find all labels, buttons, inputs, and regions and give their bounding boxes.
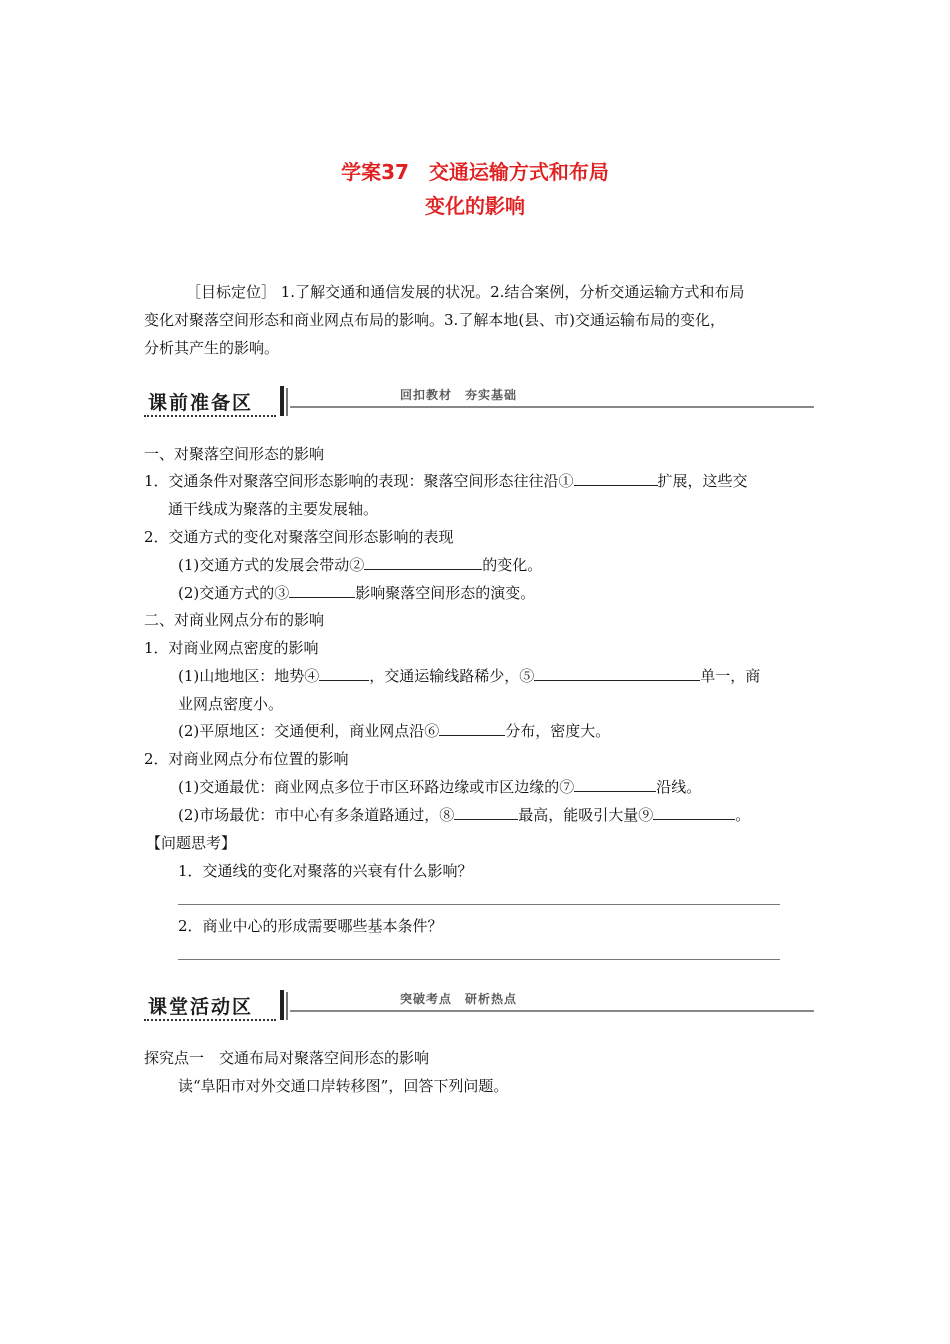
part1-sub2 (178, 579, 843, 607)
page-title: 学案37 交通运输方式和布局 (341, 160, 609, 184)
text: (2)市场最优：市中心有多条道路通过，⑧ (178, 806, 455, 824)
header-dotted-underline (144, 415, 276, 417)
question-1: 1．交通线的变化对聚落的兴衰有什么影响？ (178, 862, 473, 880)
answer-line-2[interactable] (178, 959, 780, 960)
blank-4[interactable] (319, 664, 369, 681)
header-rule (290, 1010, 814, 1012)
objective-line2: 变化对聚落空间形态和商业网点布局的影响。3.了解本地(县、市)交通运输布局的变化， (144, 311, 726, 329)
text: 沿线。 (656, 778, 702, 796)
part2-sub1 (178, 662, 843, 690)
blank-9[interactable] (653, 803, 735, 820)
questions-heading: 【问题思考】 (146, 834, 237, 852)
part1-item2: 2．交通方式的变化对聚落空间形态影响的表现 (144, 528, 454, 546)
header-divider-thin (286, 388, 288, 416)
blank-1[interactable] (574, 469, 658, 486)
text: (1)山地地区：地势④ (178, 667, 320, 685)
section-header-class (144, 988, 814, 1024)
blank-2[interactable] (364, 553, 482, 570)
header-divider (280, 990, 284, 1020)
page-title-line2: 变化的影响 (425, 194, 525, 218)
blank-3[interactable] (289, 581, 355, 598)
part1-sub1 (178, 551, 843, 579)
text: 影响聚落空间形态的演变。 (355, 584, 536, 602)
question-2: 2．商业中心的形成需要哪些基本条件？ (178, 917, 443, 935)
header-divider (280, 386, 284, 416)
text: (1)交通方式的发展会带动② (178, 556, 365, 574)
part2-sub1-cont: 业网点密度小。 (178, 695, 284, 713)
part2-item1: 1．对商业网点密度的影响 (144, 639, 319, 657)
header-dotted-underline (144, 1019, 276, 1021)
text: (2)交通方式的③ (178, 584, 290, 602)
part2-sub2 (178, 717, 843, 745)
text: 的变化。 (482, 556, 543, 574)
objective-line1: ［目标定位］ 1.了解交通和通信发展的状况。2.结合案例，分析交通运输方式和布局 (186, 283, 745, 301)
part1-item1 (144, 467, 809, 495)
section-subtitle: 突破考点 研析热点 (400, 992, 518, 1006)
part2-item2: 2．对商业网点分布位置的影响 (144, 750, 349, 768)
part2-sub4 (178, 801, 843, 829)
text: (1)交通最优：商业网点多位于市区环路边缘或市区边缘的⑦ (178, 778, 575, 796)
section-subtitle: 回扣教材 夯实基础 (400, 388, 518, 402)
text: 。 (735, 806, 751, 824)
answer-line-1[interactable] (178, 904, 780, 905)
objective-line3: 分析其产生的影响。 (144, 339, 280, 357)
header-rule (290, 406, 814, 408)
part1-item1-cont: 通干线成为聚落的主要发展轴。 (168, 500, 379, 518)
part2-heading: 二、对商业网点分布的影响 (144, 611, 325, 629)
explore-heading: 探究点一 交通布局对聚落空间形态的影响 (144, 1049, 430, 1067)
explore-prompt: 读“阜阳市对外交通口岸转移图”，回答下列问题。 (178, 1077, 509, 1095)
section-header-prep (144, 384, 814, 420)
blank-8[interactable] (454, 803, 518, 820)
text: 单一，商 (700, 667, 761, 685)
blank-6[interactable] (439, 719, 505, 736)
text: ，交通运输线路稀少，⑤ (369, 667, 535, 685)
text: (2)平原地区：交通便利，商业网点沿⑥ (178, 722, 440, 740)
part2-sub3 (178, 773, 843, 801)
text: 最高，能吸引大量⑨ (518, 806, 654, 824)
text: 扩展，这些交 (657, 472, 748, 490)
blank-7[interactable] (574, 775, 656, 792)
section-label: 课堂活动区 (148, 996, 254, 1018)
part1-heading: 一、对聚落空间形态的影响 (144, 445, 325, 463)
blank-5[interactable] (534, 664, 700, 681)
text: 1．交通条件对聚落空间形态影响的表现：聚落空间形态往往沿① (144, 472, 574, 490)
section-label: 课前准备区 (148, 392, 254, 414)
header-divider-thin (286, 992, 288, 1020)
text: 分布，密度大。 (505, 722, 611, 740)
